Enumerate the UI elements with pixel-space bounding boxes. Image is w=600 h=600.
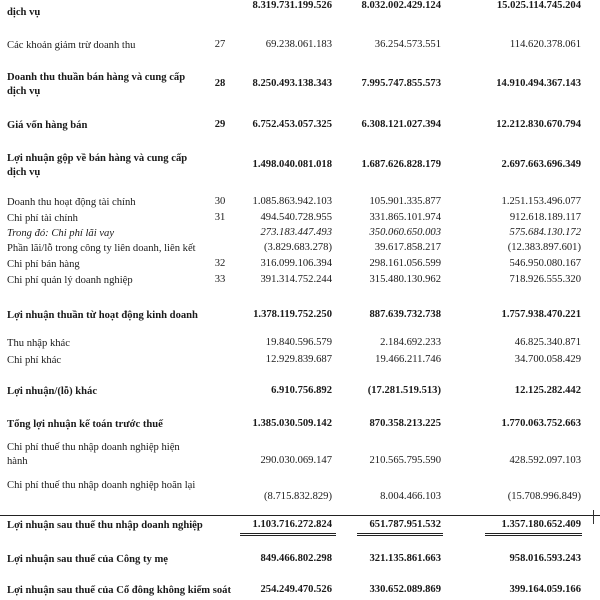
row-label: Lợi nhuận sau thuế thu nhập doanh nghiệp	[7, 520, 203, 531]
row-label: Chi phí bán hàng	[7, 259, 80, 270]
value-col2: (17.281.519.513)	[367, 385, 441, 396]
value-col3: 34.700.058.429	[514, 354, 581, 365]
row-label: Các khoản giảm trừ doanh thu	[7, 40, 136, 51]
value-col2: 321.135.861.663	[369, 553, 441, 564]
value-col1: (8.715.832.829)	[264, 491, 332, 502]
value-col2: 330.652.089.869	[369, 584, 441, 595]
value-col3: 12.125.282.442	[514, 385, 581, 396]
row-label: Chi phí tài chính	[7, 213, 78, 224]
value-col2: 887.639.732.738	[369, 309, 441, 320]
value-col2: 298.161.056.599	[369, 258, 441, 269]
value-col1: 1.378.119.752.250	[253, 309, 332, 320]
value-col1: 494.540.728.955	[260, 212, 332, 223]
value-col3: 546.950.080.167	[509, 258, 581, 269]
row-label: Lợi nhuận thuần từ hoạt động kinh doanh	[7, 310, 198, 321]
value-col3: 46.825.340.871	[514, 337, 581, 348]
row-label: Tổng lợi nhuận kế toán trước thuế	[7, 419, 163, 430]
value-col1: 1.498.040.081.018	[252, 159, 332, 170]
value-col3: 912.618.189.117	[509, 212, 581, 223]
value-col3: 1.757.938.470.221	[501, 309, 581, 320]
row-label: Doanh thu hoạt động tài chính	[7, 197, 136, 208]
row-code: 32	[214, 258, 226, 269]
row-code: 28	[214, 78, 226, 89]
value-col1: 19.840.596.579	[265, 337, 332, 348]
value-col2: 350.060.650.003	[369, 227, 441, 238]
double-underline	[485, 535, 582, 536]
value-col2: 39.617.858.217	[374, 242, 441, 253]
value-col1: 1.085.863.942.103	[252, 196, 332, 207]
row-label: Lợi nhuận gộp về bán hàng và cung cấp dịch vụ	[7, 153, 188, 178]
value-col1: 12.929.839.687	[265, 354, 332, 365]
value-col2: 331.865.101.974	[369, 212, 441, 223]
double-underline	[240, 535, 336, 536]
double-underline	[357, 533, 443, 534]
value-col1: 8.250.493.138.343	[252, 78, 332, 89]
divider	[0, 515, 600, 516]
value-col3: 1.357.180.652.409	[501, 519, 581, 530]
value-col2: 315.480.130.962	[369, 274, 441, 285]
value-col1: (3.829.683.278)	[264, 242, 332, 253]
value-col2: 105.901.335.877	[369, 196, 441, 207]
value-col1: 316.099.106.394	[260, 258, 332, 269]
row-label: Thu nhập khác	[7, 338, 70, 349]
value-col2: 1.687.626.828.179	[361, 159, 441, 170]
row-label: Chi phí thuế thu nhập doanh nghiệp hoãn lại	[7, 480, 196, 491]
value-col2: 19.466.211.746	[375, 354, 441, 365]
value-col3: 1.770.063.752.663	[501, 418, 581, 429]
row-label: Trong đó: Chi phí lãi vay	[7, 228, 115, 239]
double-underline	[240, 533, 336, 534]
value-col1: 6.752.453.057.325	[252, 119, 332, 130]
value-col2: 36.254.573.551	[374, 39, 441, 50]
value-col1: 1.385.030.509.142	[252, 418, 332, 429]
row-code: 30	[214, 196, 226, 207]
value-col2: 2.184.692.233	[380, 337, 441, 348]
value-col3: 15.025.114.745.204	[496, 0, 581, 11]
value-col3: 14.910.494.367.143	[496, 78, 581, 89]
value-col2: 6.308.121.027.394	[361, 119, 441, 130]
row-label: Doanh thu thuần bán hàng và cung cấp dịch vụ	[7, 72, 186, 97]
value-col1: 273.183.447.493	[260, 227, 332, 238]
row-code: 27	[214, 39, 226, 50]
value-col1: 391.314.752.244	[260, 274, 332, 285]
row-label: Chi phí quản lý doanh nghiệp	[7, 275, 133, 286]
row-label: Lợi nhuận/(lỗ) khác	[7, 386, 98, 397]
value-col3: 114.620.378.061	[509, 39, 581, 50]
value-col3: 575.684.130.172	[509, 227, 581, 238]
value-col1: 849.466.802.298	[260, 553, 332, 564]
value-col2: 651.787.951.532	[369, 519, 441, 530]
value-col1: 69.238.061.183	[265, 39, 332, 50]
row-label: Lợi nhuận sau thuế của Công ty mẹ	[7, 554, 168, 565]
value-col3: (15.708.996.849)	[507, 491, 581, 502]
row-code: 29	[214, 119, 226, 130]
value-col1: 1.103.716.272.824	[252, 519, 332, 530]
row-label: Phần lãi/lỗ trong công ty liên doanh, liên kết	[7, 243, 196, 254]
row-label: Giá vốn hàng bán	[7, 120, 88, 131]
value-col3: (12.383.897.601)	[507, 242, 581, 253]
value-col3: 428.592.097.103	[509, 455, 581, 466]
double-underline	[357, 535, 443, 536]
value-col3: 399.164.059.166	[509, 584, 581, 595]
value-col1: 8.319.731.199.526	[252, 0, 332, 11]
value-col3: 2.697.663.696.349	[501, 159, 581, 170]
value-col3: 12.212.830.670.794	[496, 119, 581, 130]
value-col3: 1.251.153.496.077	[501, 196, 581, 207]
value-col2: 8.004.466.103	[380, 491, 441, 502]
value-col1: 6.910.756.892	[271, 385, 332, 396]
row-label: Lợi nhuận sau thuế của Cổ đông không kiểm soát	[7, 585, 231, 596]
row-code: 31	[214, 212, 226, 223]
double-underline	[485, 533, 582, 534]
value-col1: 290.030.069.147	[260, 455, 332, 466]
row-label: dịch vụ	[7, 7, 41, 18]
value-col3: 718.926.555.320	[509, 274, 581, 285]
table-edge	[593, 510, 600, 524]
value-col1: 254.249.470.526	[260, 584, 332, 595]
value-col2: 870.358.213.225	[369, 418, 441, 429]
value-col2: 8.032.002.429.124	[361, 0, 441, 11]
row-code: 33	[214, 274, 226, 285]
value-col2: 7.995.747.855.573	[361, 78, 441, 89]
row-label: Chi phí khác	[7, 355, 62, 366]
row-label: Chi phí thuế thu nhập doanh nghiệp hiện hành	[7, 442, 180, 467]
value-col2: 210.565.795.590	[369, 455, 441, 466]
value-col3: 958.016.593.243	[509, 553, 581, 564]
